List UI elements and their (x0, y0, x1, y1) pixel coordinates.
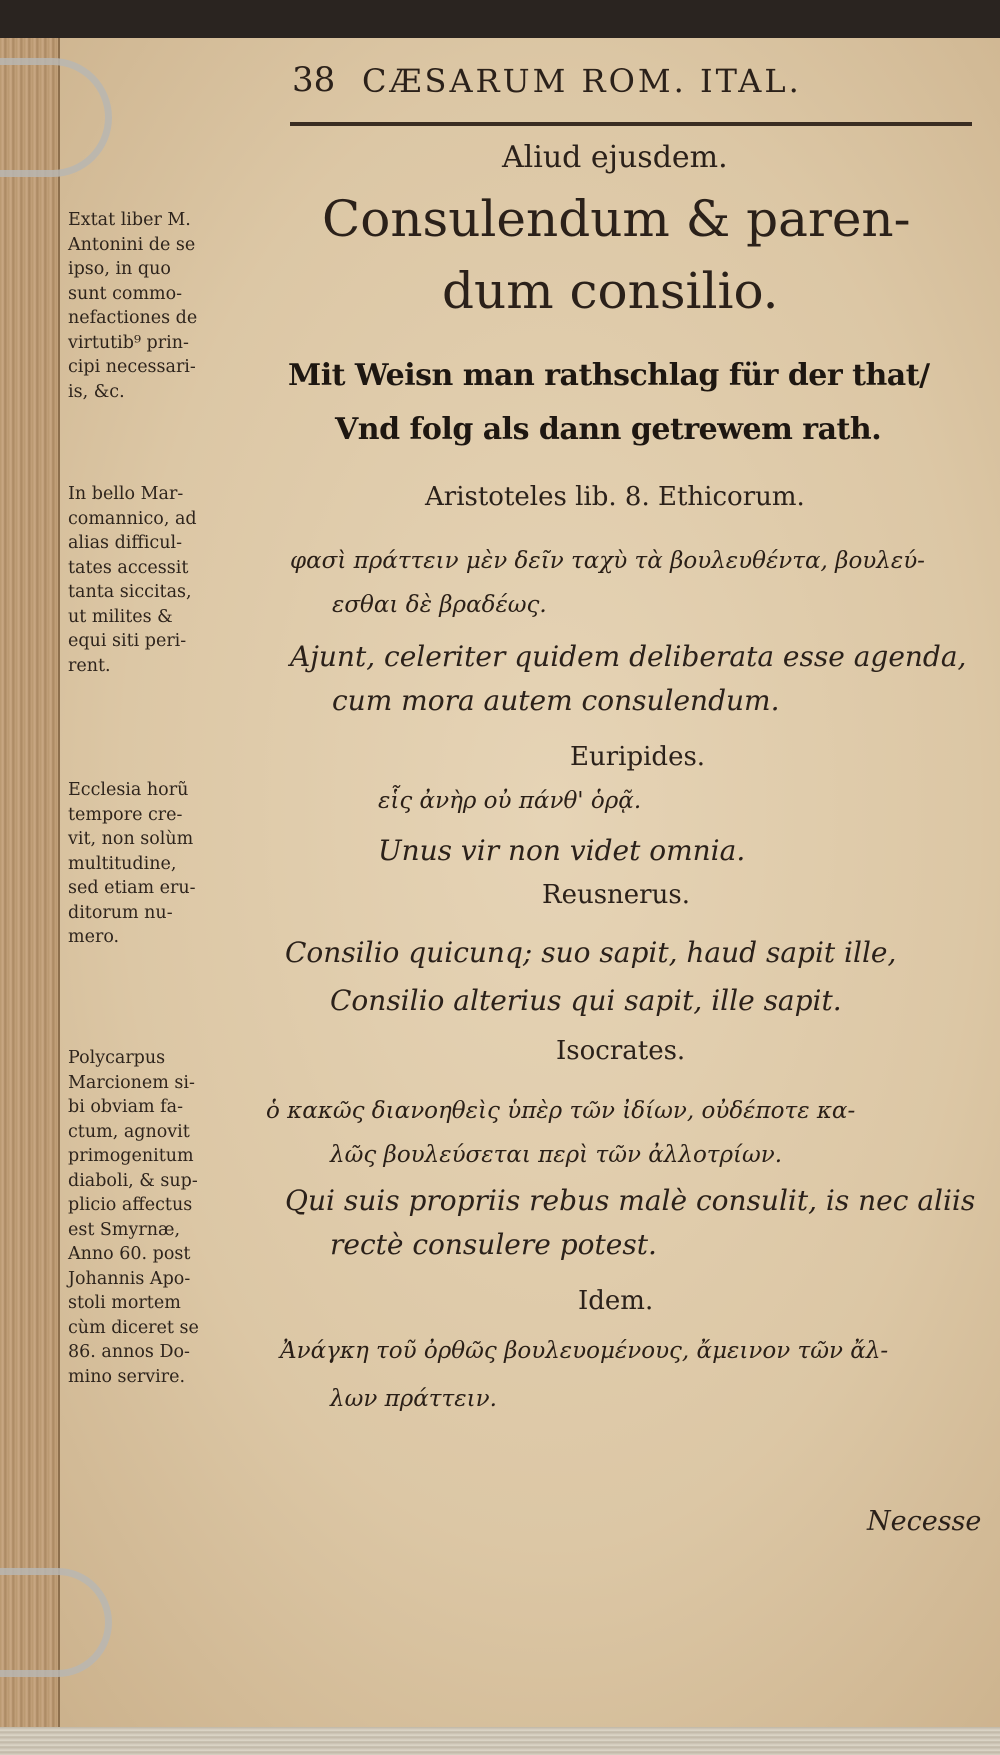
sidenote-line: Marcionem si- (68, 1072, 195, 1093)
section-title-line-1: Consulendum & paren- (322, 190, 911, 248)
page-number: 38 (292, 60, 336, 100)
sidenote-line: comannico, ad (68, 508, 197, 529)
sidenote-church (68, 778, 288, 950)
sidenote-line: 86. annos Do- (68, 1342, 190, 1362)
sidenote-line: multitudine, (68, 853, 177, 874)
sidenote-line: cùm diceret se (68, 1317, 199, 1338)
sidenote-line: sed etiam eru- (68, 878, 196, 898)
source-heading-aristotle: Aristoteles lib. 8. Ethicorum. (425, 482, 805, 512)
sidenote-antoninus (68, 208, 288, 404)
sidenote-line: nefactiones de (68, 308, 198, 328)
sidenote-line: mino servire. (68, 1366, 186, 1387)
running-head: CÆSARUM ROM. ITAL. (362, 62, 802, 100)
sidenote-line: Extat liber M. (68, 210, 191, 230)
source-heading-euripides: Euripides. (570, 742, 706, 772)
latin-verse-line: Consilio alterius qui sapit, ille sapit. (330, 984, 842, 1017)
greek-quote-line: λῶς βουλεύσεται περὶ τῶν ἀλλοτρίων. (330, 1142, 783, 1168)
sidenote-line: Antonini de se (68, 234, 196, 255)
latin-translation-line: cum mora autem consulendum. (332, 684, 780, 717)
page-bottom-edge (0, 1727, 1000, 1755)
sidenote-line: ditorum nu- (68, 902, 173, 923)
sidenote-line: Polycarpus (68, 1048, 166, 1068)
latin-translation-line: rectè consulere potest. (330, 1228, 657, 1261)
sidenote-line: vit, non solùm (68, 829, 194, 849)
greek-quote-line: φασὶ πράττειν μὲν δεῖν ταχὺ τὰ βουλευθέντα, βουλεύ- (290, 548, 925, 574)
german-verse-line-1: Mit Weisn man rathschlag für der that/ (288, 358, 930, 393)
sidenote-line: tates accessit (68, 557, 189, 578)
sidenote-line: In bello Mar- (68, 484, 184, 504)
latin-verse-line: Consilio quicunq; suo sapit, haud sapit ille, (285, 936, 897, 969)
latin-translation-line: Ajunt, celeriter quidem deliberata esse agenda, (290, 640, 967, 673)
section-intro: Aliud ejusdem. (502, 140, 728, 175)
latin-translation-line: Unus vir non videt omnia. (378, 834, 746, 867)
greek-quote-line: εσθαι δὲ βραδέως. (332, 592, 547, 618)
sidenote-line: rent. (68, 655, 111, 676)
greek-quote-line: εἷς ἀνὴρ οὐ πάνθ' ὁρᾷ. (378, 788, 642, 814)
sidenote-line: alias difficul- (68, 533, 183, 553)
sidenote-line: tanta siccitas, (68, 582, 192, 602)
page-fore-edge (0, 38, 60, 1755)
sidenote-line: Ecclesia horũ (68, 780, 189, 800)
sidenote-line: ctum, agnovit (68, 1121, 190, 1142)
sidenote-line: Anno 60. post (68, 1244, 191, 1264)
source-heading-reusnerus: Reusnerus. (542, 880, 690, 910)
source-heading-idem: Idem. (578, 1286, 654, 1316)
sidenote-polycarp (68, 1046, 288, 1389)
german-verse-line-2: Vnd folg als dann getrewem rath. (335, 412, 882, 447)
sidenote-line: primogenitum (68, 1146, 194, 1166)
bottom-page-clip (0, 1568, 112, 1677)
sidenote-line: cipi necessari- (68, 357, 196, 377)
sidenote-line: tempore cre- (68, 804, 183, 825)
sidenote-line: Johannis Apo- (68, 1268, 191, 1289)
sidenote-line: sunt commo- (68, 283, 183, 304)
sidenote-line: mero. (68, 927, 120, 947)
latin-translation-line: Qui suis propriis rebus malè consulit, is nec aliis (285, 1184, 976, 1217)
sidenote-line: ut milites & (68, 606, 173, 627)
sidenote-line: est Smyrnæ, (68, 1219, 181, 1240)
section-title-line-2: dum consilio. (442, 262, 779, 320)
sidenote-line: bi obviam fa- (68, 1097, 183, 1117)
source-heading-isocrates: Isocrates. (556, 1036, 686, 1066)
top-page-clip (0, 58, 112, 177)
greek-quote-line: ὁ κακῶς διανοηθεὶς ὑπὲρ τῶν ἰδίων, οὐδέποτε κα- (266, 1098, 856, 1124)
sidenote-line: virtutib⁹ prin- (68, 332, 189, 353)
sidenote-line: stoli mortem (68, 1293, 181, 1313)
sidenote-line: diaboli, & sup- (68, 1170, 198, 1191)
main-text-block (266, 0, 982, 1700)
sidenote-marcomannic-war (68, 482, 288, 678)
greek-quote-line: Ἀνάγκη τοῦ ὀρθῶς βουλευομένους, ἄμεινον τῶν ἄλ- (280, 1338, 889, 1364)
sidenote-line: ipso, in quo (68, 259, 171, 279)
sidenote-line: plicio affectus (68, 1195, 193, 1215)
catchword: Necesse (867, 1506, 982, 1537)
sidenote-line: is, &c. (68, 381, 125, 402)
sidenote-line: equi siti peri- (68, 631, 187, 651)
greek-quote-line: λων πράττειν. (330, 1386, 497, 1412)
